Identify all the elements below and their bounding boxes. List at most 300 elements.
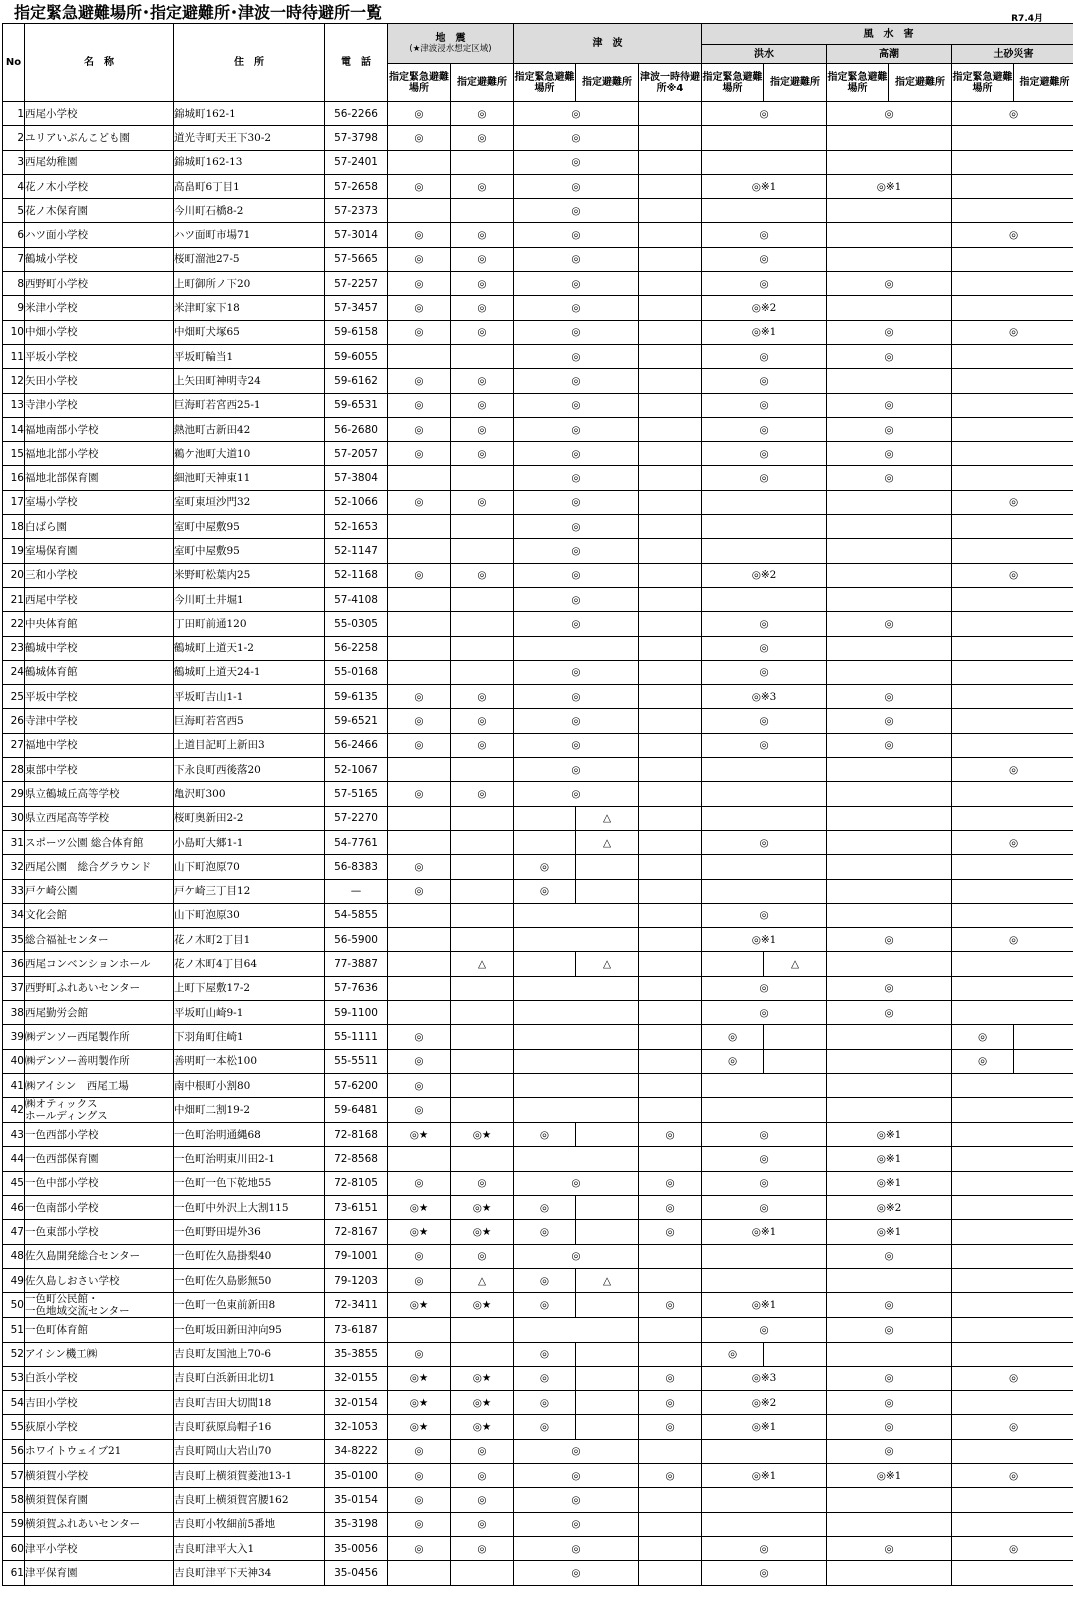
- earthquake-shelter-mark: ◎: [451, 1171, 514, 1195]
- facility-address: 一色町治明東川田2-1: [174, 1147, 325, 1171]
- facility-name: 室場保育園: [25, 539, 174, 563]
- storm-surge-mark: [827, 782, 952, 806]
- facility-address: 平坂町吉山1-1: [174, 685, 325, 709]
- row-number: 34: [3, 903, 25, 927]
- facility-phone: 56-8383: [325, 855, 388, 879]
- facility-address: 善明町一本松100: [174, 1049, 325, 1073]
- header-ls-shelter: 指定避難所: [1014, 64, 1073, 102]
- landslide-mark: [952, 296, 1073, 320]
- landslide-mark: [952, 1439, 1073, 1463]
- row-number: 59: [3, 1512, 25, 1536]
- tsunami-temp-mark: [639, 102, 702, 126]
- row-number: 12: [3, 369, 25, 393]
- facility-address: 吉良町友国池上70-6: [174, 1342, 325, 1366]
- earthquake-emergency-mark: ◎★: [388, 1293, 451, 1318]
- facility-phone: 72-3411: [325, 1293, 388, 1318]
- storm-surge-mark: ◎: [827, 928, 952, 952]
- flood-mark: ◎: [702, 636, 827, 660]
- facility-phone: 57-2270: [325, 806, 388, 830]
- table-row: [3, 320, 1073, 344]
- tsunami-temp-mark: ◎: [639, 1171, 702, 1195]
- facility-name: 津平保育園: [25, 1561, 174, 1585]
- landslide-mark: [952, 1073, 1073, 1097]
- facility-name: 中畑小学校: [25, 320, 174, 344]
- earthquake-shelter-mark: [451, 199, 514, 223]
- flood-emergency-mark: ◎: [702, 1025, 764, 1049]
- row-number: 26: [3, 709, 25, 733]
- tsunami-mark: ◎: [514, 612, 639, 636]
- earthquake-shelter-mark: ◎: [451, 369, 514, 393]
- flood-mark: ◎: [702, 1171, 827, 1195]
- storm-surge-mark: [827, 1073, 952, 1097]
- facility-name: 白ばら園: [25, 515, 174, 539]
- storm-surge-mark: [827, 223, 952, 247]
- earthquake-emergency-mark: [388, 344, 451, 368]
- facility-address: 道光寺町天王下30-2: [174, 126, 325, 150]
- facility-address: 桜町溜池27-5: [174, 247, 325, 271]
- tsunami-temp-mark: [639, 393, 702, 417]
- storm-surge-mark: ◎: [827, 272, 952, 296]
- facility-address: 吉良町荻原烏帽子16: [174, 1415, 325, 1439]
- tsunami-shelter-mark: [576, 1196, 639, 1220]
- row-number: 25: [3, 685, 25, 709]
- facility-name: 花ノ木保育園: [25, 199, 174, 223]
- earthquake-shelter-mark: [451, 660, 514, 684]
- earthquake-emergency-mark: ◎: [388, 782, 451, 806]
- earthquake-emergency-mark: ◎: [388, 1049, 451, 1073]
- table-row: [3, 1318, 1073, 1342]
- table-row: [3, 685, 1073, 709]
- tsunami-emergency-mark: ◎: [514, 1220, 576, 1244]
- row-number: 45: [3, 1171, 25, 1195]
- landslide-mark: ◎: [952, 490, 1073, 514]
- table-row: [3, 296, 1073, 320]
- flood-mark: ◎: [702, 1147, 827, 1171]
- tsunami-mark: ◎: [514, 660, 639, 684]
- earthquake-shelter-mark: ◎: [451, 709, 514, 733]
- facility-name: 花ノ木小学校: [25, 174, 174, 198]
- earthquake-emergency-mark: ◎★: [388, 1366, 451, 1390]
- facility-address: 熱池町古新田42: [174, 417, 325, 441]
- landslide-mark: [952, 685, 1073, 709]
- table-row: [3, 1171, 1073, 1195]
- facility-phone: 35-3198: [325, 1512, 388, 1536]
- earthquake-shelter-mark: ◎: [451, 1244, 514, 1268]
- earthquake-emergency-mark: ◎: [388, 223, 451, 247]
- table-row: [3, 272, 1073, 296]
- storm-surge-mark: [827, 1561, 952, 1585]
- table-row: [3, 1512, 1073, 1536]
- facility-phone: 56-2466: [325, 733, 388, 757]
- landslide-mark: [952, 855, 1073, 879]
- tsunami-temp-mark: [639, 830, 702, 854]
- landslide-mark: [952, 1561, 1073, 1585]
- header-ts-emergency: 指定緊急避難場所: [514, 64, 576, 102]
- row-number: 21: [3, 587, 25, 611]
- earthquake-emergency-mark: [388, 830, 451, 854]
- storm-surge-mark: [827, 539, 952, 563]
- row-number: 46: [3, 1196, 25, 1220]
- facility-address: 巨海町若宮西25-1: [174, 393, 325, 417]
- landslide-mark: [952, 1268, 1073, 1292]
- earthquake-emergency-mark: ◎: [388, 247, 451, 271]
- landslide-mark: [952, 1196, 1073, 1220]
- earthquake-emergency-mark: ◎: [388, 1536, 451, 1560]
- storm-surge-mark: ◎: [827, 1366, 952, 1390]
- landslide-mark: [952, 903, 1073, 927]
- earthquake-shelter-mark: ◎: [451, 1464, 514, 1488]
- landslide-mark: [952, 393, 1073, 417]
- flood-mark: [702, 1244, 827, 1268]
- facility-address: 山下町泡原70: [174, 855, 325, 879]
- earthquake-shelter-mark: ◎★: [451, 1366, 514, 1390]
- tsunami-mark: ◎: [514, 758, 639, 782]
- flood-mark: ◎: [702, 1536, 827, 1560]
- tsunami-mark: ◎: [514, 709, 639, 733]
- storm-surge-mark: [827, 830, 952, 854]
- tsunami-mark: ◎: [514, 563, 639, 587]
- tsunami-mark: [514, 903, 639, 927]
- storm-surge-mark: [827, 515, 952, 539]
- storm-surge-mark: [827, 879, 952, 903]
- earthquake-shelter-mark: ◎: [451, 1488, 514, 1512]
- flood-mark: ◎: [702, 976, 827, 1000]
- facility-phone: 57-3014: [325, 223, 388, 247]
- facility-phone: 35-0456: [325, 1561, 388, 1585]
- row-number: 16: [3, 466, 25, 490]
- tsunami-shelter-mark: △: [576, 952, 639, 976]
- landslide-mark: [952, 952, 1073, 976]
- earthquake-emergency-mark: ◎: [388, 320, 451, 344]
- tsunami-temp-mark: [639, 1244, 702, 1268]
- earthquake-shelter-mark: [451, 539, 514, 563]
- tsunami-temp-mark: ◎: [639, 1293, 702, 1318]
- earthquake-shelter-mark: ◎: [451, 782, 514, 806]
- earthquake-emergency-mark: [388, 1000, 451, 1024]
- landslide-mark: [952, 1098, 1073, 1123]
- tsunami-temp-mark: [639, 612, 702, 636]
- table-row: [3, 174, 1073, 198]
- tsunami-temp-mark: [639, 636, 702, 660]
- facility-phone: 57-3798: [325, 126, 388, 150]
- row-number: 41: [3, 1073, 25, 1097]
- table-row: [3, 1415, 1073, 1439]
- header-no: No: [3, 24, 25, 102]
- facility-phone: 59-6135: [325, 685, 388, 709]
- tsunami-temp-mark: [639, 733, 702, 757]
- facility-phone: 57-2257: [325, 272, 388, 296]
- tsunami-temp-mark: [639, 587, 702, 611]
- earthquake-shelter-mark: [451, 1073, 514, 1097]
- facility-name: 一色町公民館・ 一色地域交流センター: [25, 1293, 174, 1318]
- landslide-shelter-mark: [1014, 1049, 1073, 1073]
- facility-phone: 57-3804: [325, 466, 388, 490]
- table-row: [3, 1391, 1073, 1415]
- storm-surge-mark: [827, 636, 952, 660]
- landslide-mark: [952, 369, 1073, 393]
- tsunami-temp-mark: [639, 855, 702, 879]
- tsunami-mark: [514, 928, 639, 952]
- landslide-mark: [952, 733, 1073, 757]
- facility-address: 吉良町上横須賀菱池13-1: [174, 1464, 325, 1488]
- earthquake-emergency-mark: [388, 903, 451, 927]
- tsunami-emergency-mark: ◎: [514, 1293, 576, 1318]
- earthquake-shelter-mark: ◎★: [451, 1123, 514, 1147]
- row-number: 5: [3, 199, 25, 223]
- storm-surge-mark: ◎: [827, 393, 952, 417]
- tsunami-temp-mark: [639, 1268, 702, 1292]
- facility-phone: 57-5165: [325, 782, 388, 806]
- facility-phone: 59-6162: [325, 369, 388, 393]
- tsunami-mark: ◎: [514, 199, 639, 223]
- earthquake-shelter-mark: [451, 515, 514, 539]
- facility-name: 西野町小学校: [25, 272, 174, 296]
- earthquake-shelter-mark: ◎★: [451, 1415, 514, 1439]
- facility-name: 県立鶴城丘高等学校: [25, 782, 174, 806]
- landslide-mark: [952, 1244, 1073, 1268]
- tsunami-temp-mark: [639, 1318, 702, 1342]
- earthquake-emergency-mark: ◎: [388, 490, 451, 514]
- facility-address: 上町御所ノ下20: [174, 272, 325, 296]
- earthquake-emergency-mark: ◎: [388, 1488, 451, 1512]
- facility-phone: 73-6187: [325, 1318, 388, 1342]
- header-fl-emergency: 指定緊急避難場所: [702, 64, 764, 102]
- flood-mark: ◎: [702, 1318, 827, 1342]
- table-row: [3, 1536, 1073, 1560]
- tsunami-temp-mark: [639, 928, 702, 952]
- row-number: 37: [3, 976, 25, 1000]
- facility-phone: 52-1168: [325, 563, 388, 587]
- table-row: [3, 102, 1073, 126]
- row-number: 51: [3, 1318, 25, 1342]
- table-row: [3, 758, 1073, 782]
- storm-surge-mark: [827, 952, 952, 976]
- flood-mark: ◎※2: [702, 296, 827, 320]
- facility-name: 西尾コンベンションホール: [25, 952, 174, 976]
- earthquake-shelter-mark: ◎: [451, 126, 514, 150]
- table-row: [3, 1488, 1073, 1512]
- header-flood: 洪水: [702, 45, 827, 64]
- earthquake-emergency-mark: ◎: [388, 1342, 451, 1366]
- earthquake-emergency-mark: ◎: [388, 102, 451, 126]
- facility-phone: 57-2057: [325, 442, 388, 466]
- landslide-mark: [952, 612, 1073, 636]
- tsunami-shelter-mark: [576, 1342, 639, 1366]
- tsunami-mark: ◎: [514, 223, 639, 247]
- table-row: [3, 660, 1073, 684]
- table-row: [3, 1123, 1073, 1147]
- flood-mark: [702, 539, 827, 563]
- table-row: [3, 1049, 1073, 1073]
- facility-name: 福地中学校: [25, 733, 174, 757]
- table-row: [3, 1147, 1073, 1171]
- earthquake-shelter-mark: ◎: [451, 1512, 514, 1536]
- storm-surge-mark: [827, 1512, 952, 1536]
- earthquake-emergency-mark: ◎: [388, 272, 451, 296]
- facility-phone: 72-8568: [325, 1147, 388, 1171]
- header-ls-emergency: 指定緊急避難場所: [952, 64, 1014, 102]
- facility-address: 花ノ木町2丁目1: [174, 928, 325, 952]
- flood-mark: ◎※3: [702, 685, 827, 709]
- table-row: [3, 223, 1073, 247]
- row-number: 10: [3, 320, 25, 344]
- earthquake-shelter-mark: △: [451, 1268, 514, 1292]
- storm-surge-mark: ◎: [827, 612, 952, 636]
- table-row: [3, 928, 1073, 952]
- tsunami-temp-mark: [639, 490, 702, 514]
- flood-mark: [702, 126, 827, 150]
- tsunami-temp-mark: [639, 442, 702, 466]
- facility-address: 平坂町輪当1: [174, 344, 325, 368]
- flood-mark: [702, 1488, 827, 1512]
- facility-phone: 57-2373: [325, 199, 388, 223]
- earthquake-shelter-mark: [451, 830, 514, 854]
- earthquake-emergency-mark: [388, 515, 451, 539]
- earthquake-shelter-mark: [451, 1049, 514, 1073]
- row-number: 17: [3, 490, 25, 514]
- tsunami-emergency-mark: ◎: [514, 1268, 576, 1292]
- facility-phone: 54-7761: [325, 830, 388, 854]
- flood-mark: [702, 782, 827, 806]
- earthquake-emergency-mark: [388, 660, 451, 684]
- flood-mark: [702, 1098, 827, 1123]
- earthquake-shelter-mark: [451, 879, 514, 903]
- earthquake-emergency-mark: ◎: [388, 1464, 451, 1488]
- tsunami-emergency-mark: ◎: [514, 1415, 576, 1439]
- earthquake-emergency-mark: ◎: [388, 1244, 451, 1268]
- earthquake-shelter-mark: [451, 976, 514, 1000]
- tsunami-temp-mark: ◎: [639, 1391, 702, 1415]
- storm-surge-mark: [827, 1488, 952, 1512]
- earthquake-emergency-mark: ◎: [388, 879, 451, 903]
- table-row: [3, 709, 1073, 733]
- facility-address: 一色町佐久島掛梨40: [174, 1244, 325, 1268]
- landslide-mark: ◎: [952, 563, 1073, 587]
- facility-address: 錦城町162-13: [174, 150, 325, 174]
- table-row: [3, 855, 1073, 879]
- earthquake-shelter-mark: [451, 1000, 514, 1024]
- row-number: 53: [3, 1366, 25, 1390]
- earthquake-shelter-mark: ◎: [451, 393, 514, 417]
- landslide-mark: [952, 806, 1073, 830]
- storm-surge-mark: [827, 1098, 952, 1123]
- tsunami-temp-mark: [639, 1561, 702, 1585]
- storm-surge-mark: ◎: [827, 417, 952, 441]
- earthquake-shelter-mark: [451, 344, 514, 368]
- facility-phone: 59-6531: [325, 393, 388, 417]
- facility-address: 花ノ木町4丁目64: [174, 952, 325, 976]
- facility-phone: 52-1653: [325, 515, 388, 539]
- tsunami-temp-mark: [639, 539, 702, 563]
- header-fl-shelter: 指定避難所: [764, 64, 827, 102]
- facility-name: ㈱デンソー善明製作所: [25, 1049, 174, 1073]
- earthquake-shelter-mark: ◎: [451, 272, 514, 296]
- table-row: [3, 417, 1073, 441]
- facility-address: 吉良町津平大入1: [174, 1536, 325, 1560]
- row-number: 24: [3, 660, 25, 684]
- facility-phone: 35-0100: [325, 1464, 388, 1488]
- facility-name: 一色東部小学校: [25, 1220, 174, 1244]
- storm-surge-mark: ◎: [827, 1244, 952, 1268]
- earthquake-emergency-mark: [388, 928, 451, 952]
- header-ts-shelter: 指定避難所: [576, 64, 639, 102]
- facility-phone: 59-6481: [325, 1098, 388, 1123]
- landslide-mark: ◎: [952, 223, 1073, 247]
- storm-surge-mark: [827, 563, 952, 587]
- flood-mark: [702, 150, 827, 174]
- table-row: [3, 976, 1073, 1000]
- storm-surge-mark: ◎: [827, 709, 952, 733]
- tsunami-temp-mark: [639, 320, 702, 344]
- landslide-mark: [952, 976, 1073, 1000]
- flood-mark: [702, 199, 827, 223]
- flood-mark: ◎: [702, 247, 827, 271]
- tsunami-temp-mark: ◎: [639, 1464, 702, 1488]
- facility-name: 西尾公園 総合グラウンド: [25, 855, 174, 879]
- facility-name: 西尾勤労会館: [25, 1000, 174, 1024]
- storm-surge-mark: [827, 1268, 952, 1292]
- tsunami-temp-mark: [639, 1147, 702, 1171]
- earthquake-shelter-mark: [451, 758, 514, 782]
- tsunami-shelter-mark: [576, 1123, 639, 1147]
- earthquake-emergency-mark: ◎: [388, 393, 451, 417]
- earthquake-shelter-mark: [451, 636, 514, 660]
- earthquake-emergency-mark: [388, 199, 451, 223]
- flood-mark: ◎: [702, 709, 827, 733]
- earthquake-emergency-mark: ◎: [388, 1098, 451, 1123]
- tsunami-mark: ◎: [514, 1171, 639, 1195]
- facility-address: 一色町佐久島影無50: [174, 1268, 325, 1292]
- flood-mark: ◎※1: [702, 928, 827, 952]
- table-row: [3, 782, 1073, 806]
- tsunami-temp-mark: [639, 1342, 702, 1366]
- storm-surge-mark: ◎: [827, 976, 952, 1000]
- table-row: [3, 1268, 1073, 1292]
- table-row: [3, 1220, 1073, 1244]
- facility-phone: 57-3457: [325, 296, 388, 320]
- tsunami-temp-mark: [639, 515, 702, 539]
- tsunami-emergency-mark: ◎: [514, 1391, 576, 1415]
- facility-name: 西尾幼稚園: [25, 150, 174, 174]
- tsunami-temp-mark: ◎: [639, 1220, 702, 1244]
- facility-address: 今川町土井堀1: [174, 587, 325, 611]
- facility-name: 寺津小学校: [25, 393, 174, 417]
- facility-address: 吉良町上横須賀宮腰162: [174, 1488, 325, 1512]
- tsunami-temp-mark: [639, 1098, 702, 1123]
- row-number: 6: [3, 223, 25, 247]
- header-tsunami: 津 波: [514, 24, 702, 64]
- earthquake-emergency-mark: [388, 1147, 451, 1171]
- earthquake-emergency-mark: [388, 636, 451, 660]
- tsunami-emergency-mark: [514, 952, 576, 976]
- tsunami-emergency-mark: [514, 806, 576, 830]
- facility-name: 一色南部小学校: [25, 1196, 174, 1220]
- earthquake-shelter-mark: [451, 466, 514, 490]
- landslide-mark: [952, 466, 1073, 490]
- earthquake-shelter-mark: [451, 587, 514, 611]
- tsunami-shelter-mark: [576, 1415, 639, 1439]
- tsunami-mark: ◎: [514, 539, 639, 563]
- facility-phone: 59-6158: [325, 320, 388, 344]
- row-number: 33: [3, 879, 25, 903]
- facility-name: 平坂中学校: [25, 685, 174, 709]
- earthquake-emergency-mark: ◎: [388, 855, 451, 879]
- earthquake-shelter-mark: ◎: [451, 1439, 514, 1463]
- tsunami-shelter-mark: △: [576, 830, 639, 854]
- tsunami-mark: [514, 1098, 639, 1123]
- facility-phone: 52-1066: [325, 490, 388, 514]
- facility-name: スポーツ公園 総合体育館: [25, 830, 174, 854]
